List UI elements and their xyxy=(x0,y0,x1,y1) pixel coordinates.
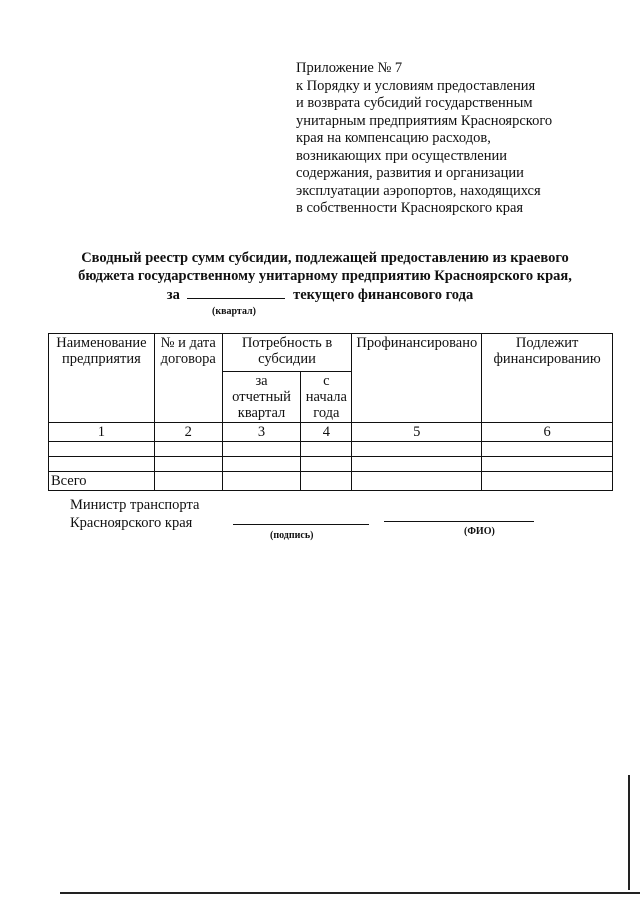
scan-edge-mark xyxy=(628,775,630,890)
column-number-row xyxy=(49,423,613,442)
column-number: 5 xyxy=(352,423,482,442)
table-row xyxy=(49,442,613,457)
signature-position xyxy=(70,496,199,532)
period-prefix: за xyxy=(166,287,180,303)
document-title xyxy=(40,250,610,285)
table-cell[interactable] xyxy=(301,457,352,472)
appendix-line: эксплуатации аэропортов, находящихся xyxy=(296,182,541,199)
position-line-1: Министр транспорта xyxy=(70,497,200,513)
appendix-line: возникающих при осуществлении xyxy=(296,147,507,164)
period-suffix: текущего финансового года xyxy=(293,287,474,303)
table-cell[interactable] xyxy=(154,442,222,457)
scan-bottom-edge xyxy=(60,892,640,894)
table-cell[interactable] xyxy=(352,472,482,491)
column-number: 4 xyxy=(301,423,352,442)
appendix-line: и возврата субсидий государственным xyxy=(296,95,533,111)
appendix-line: Приложение № 7 xyxy=(296,60,403,76)
header-need-year: с начала года xyxy=(301,372,352,423)
table-cell[interactable] xyxy=(482,442,613,457)
header-financed: Профинансировано xyxy=(352,334,482,423)
table-cell[interactable] xyxy=(49,442,155,457)
appendix-line: содержания, развития и организации xyxy=(296,165,524,181)
table-cell[interactable] xyxy=(301,472,352,491)
header-contract: № и дата договора xyxy=(154,334,222,423)
quarter-note: (квартал) xyxy=(212,306,256,317)
table-cell[interactable] xyxy=(222,442,301,457)
column-number: 1 xyxy=(49,423,155,442)
appendix-line: к Порядку и условиям предоставления xyxy=(296,77,536,94)
header-need-quarter: за отчетный квартал xyxy=(222,372,301,423)
appendix-line: края на компенсацию расходов, xyxy=(296,130,491,146)
table-row xyxy=(49,457,613,472)
appendix-header xyxy=(296,60,626,218)
title-line-2: бюджета государственному унитарному предприятию Красноярского края, xyxy=(78,267,572,284)
column-number: 6 xyxy=(482,423,613,442)
table-cell[interactable] xyxy=(49,457,155,472)
table-cell[interactable] xyxy=(482,472,613,491)
signature-label: (подпись) xyxy=(270,530,314,541)
position-line-2: Красноярского края xyxy=(70,515,193,531)
table-cell[interactable] xyxy=(154,472,222,491)
reporting-period xyxy=(0,286,640,304)
table-cell[interactable] xyxy=(154,457,222,472)
header-to-finance: Подлежит финансированию xyxy=(482,334,613,423)
total-label: Всего xyxy=(49,472,155,491)
total-row xyxy=(49,472,613,491)
table-cell[interactable] xyxy=(222,457,301,472)
header-need: Потребность в субсидии xyxy=(222,334,352,372)
header-name: Наименование предприятия xyxy=(49,334,155,423)
appendix-line: унитарным предприятиям Красноярского xyxy=(296,112,553,129)
subsidy-register-table xyxy=(48,333,613,491)
table-cell[interactable] xyxy=(352,457,482,472)
quarter-blank-field[interactable] xyxy=(187,286,285,299)
title-line-1: Сводный реестр сумм субсидии, подлежащей предоставлению из краевого xyxy=(81,250,569,266)
table-cell[interactable] xyxy=(352,442,482,457)
column-number: 2 xyxy=(154,423,222,442)
full-name-label: (ФИО) xyxy=(464,526,495,537)
appendix-line: в собственности Красноярского края xyxy=(296,200,524,216)
table-cell[interactable] xyxy=(222,472,301,491)
column-number: 3 xyxy=(222,423,301,442)
table-cell[interactable] xyxy=(482,457,613,472)
table-cell[interactable] xyxy=(301,442,352,457)
full-name-blank-line[interactable] xyxy=(384,521,534,522)
signature-blank-line[interactable] xyxy=(233,524,369,525)
